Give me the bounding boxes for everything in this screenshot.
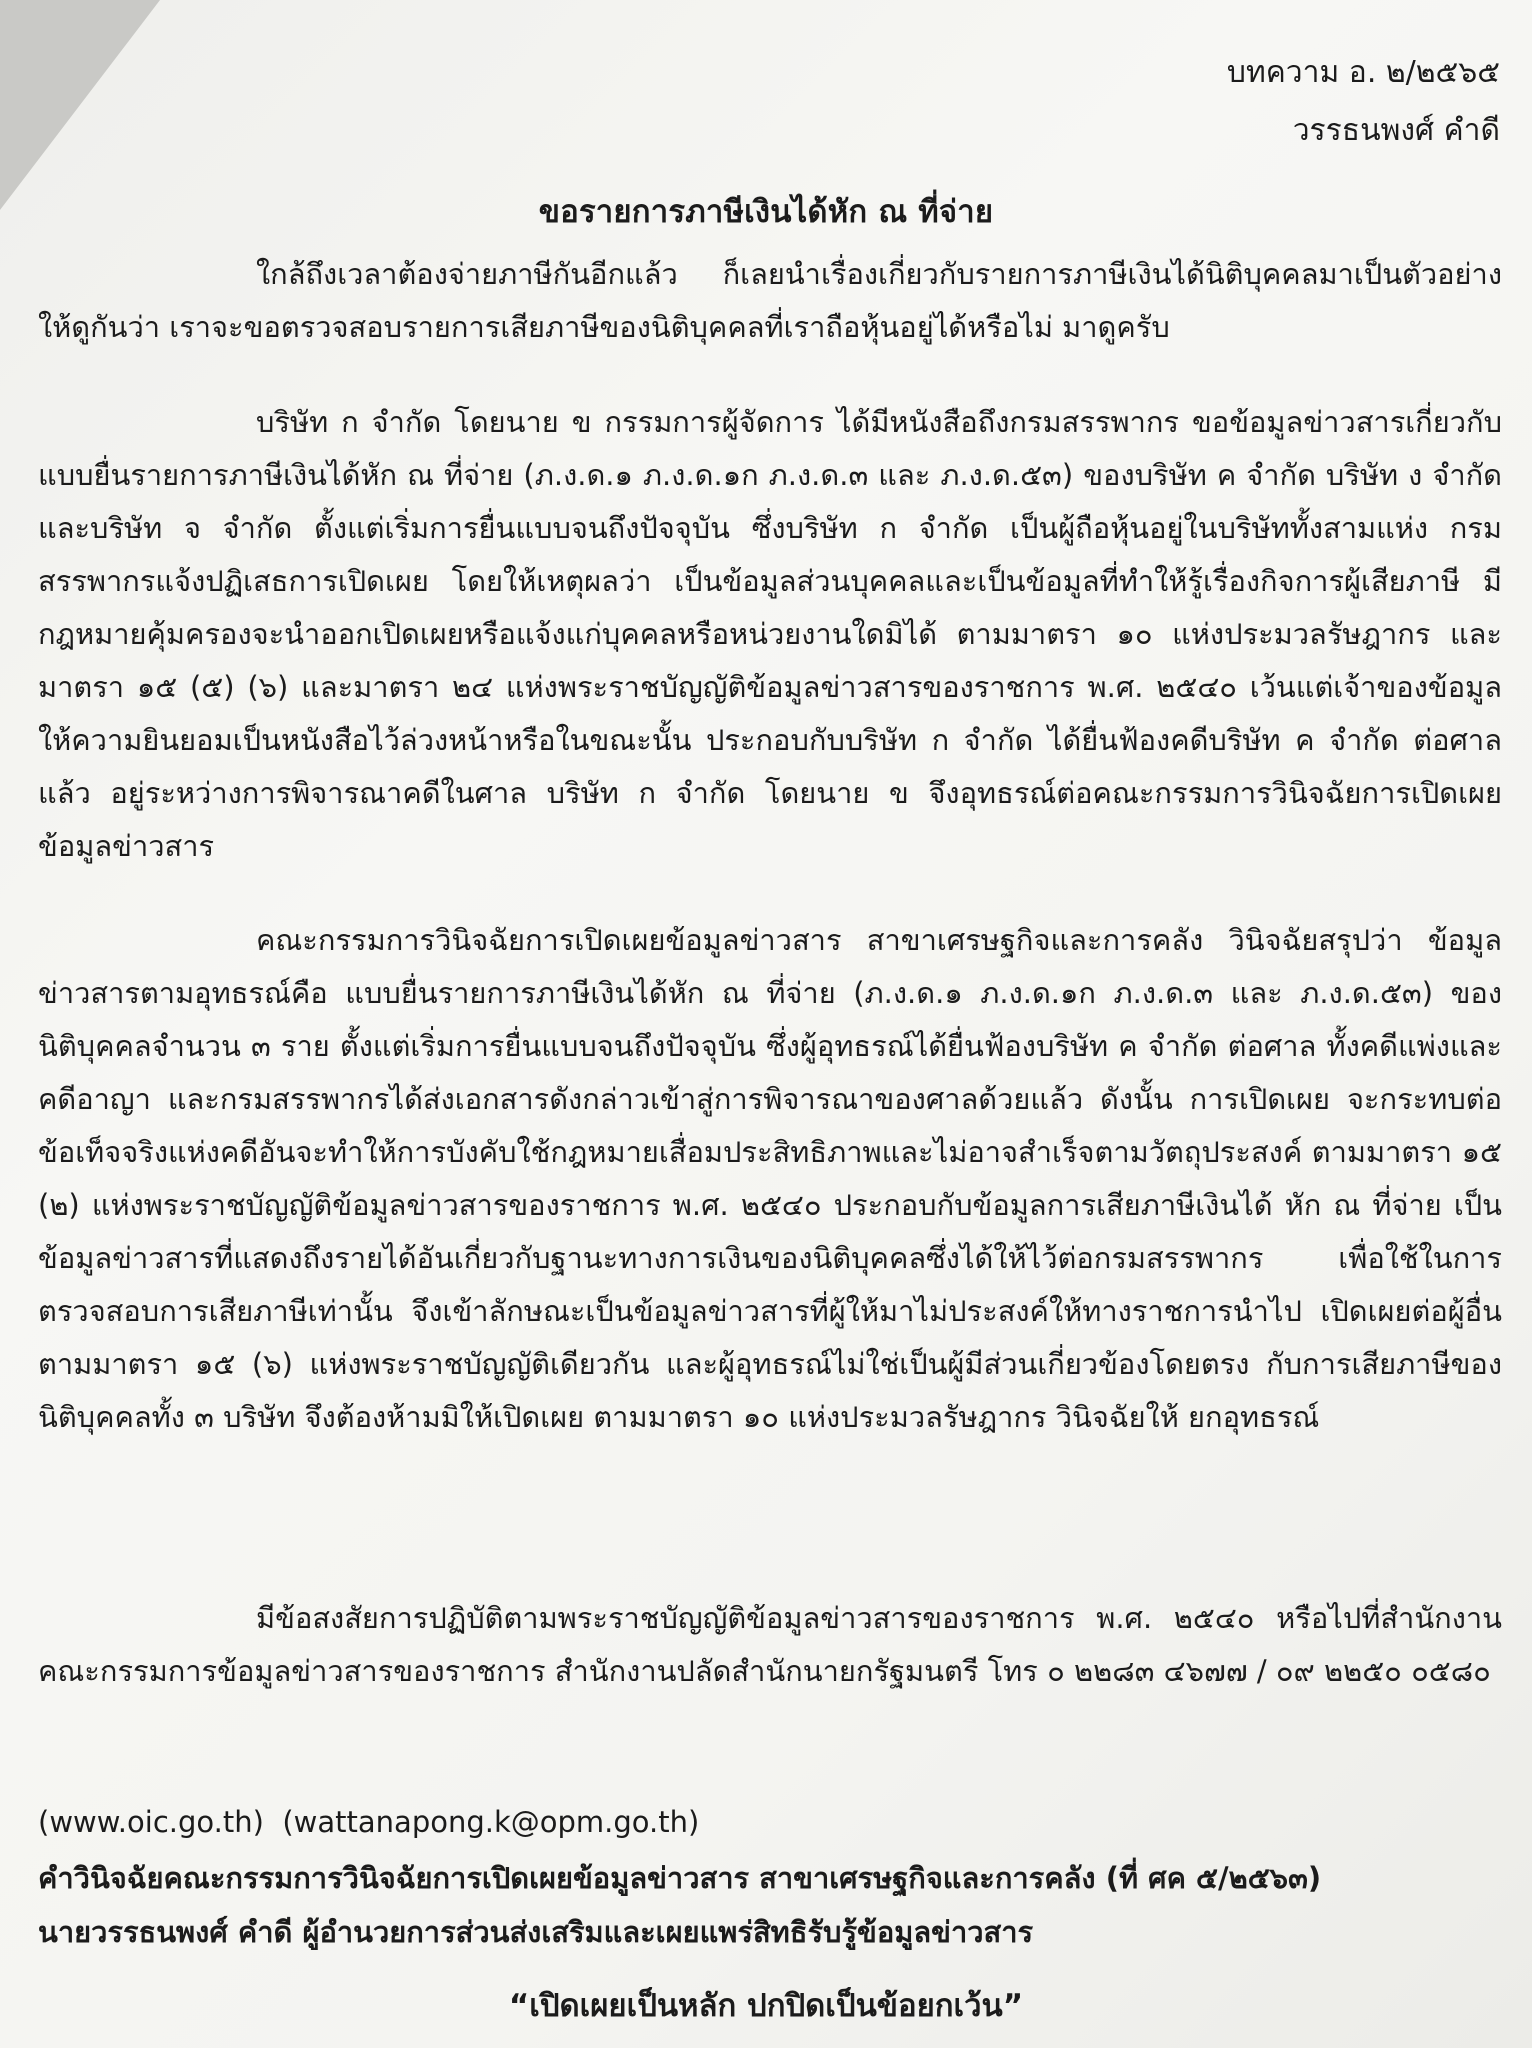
paragraph-intro bbox=[38, 248, 1502, 354]
folded-corner bbox=[0, 0, 160, 210]
paragraph-text: บริษัท ก จำกัด โดยนาย ข กรรมการผู้จัดการ ได้มีหนังสือถึงกรมสรรพากร ขอข้อมูลข่าวสารเกี่ยวกับแบบยื่นรายการภาษีเงินได้หัก ณ ที่จ่าย (ภ.ง.ด.๑ ภ.ง.ด.๑ก ภ.ง.ด.๓ และ ภ.ง.ด.๕๓) ของบริษัท ค จำกัด บริษัท ง จำกัด และบริษัท จ จำกัด ตั้งแต่เริ่มการยื่นแบบจนถึงปัจจุบัน ซึ่งบริษัท ก จำกัด เป็นผู้ถือหุ้นอยู่ในบริษัททั้งสามแห่ง กรมสรรพากรแจ้งปฏิเสธการเปิดเผย โดยให้เหตุผลว่า เป็นข้อมูลส่วนบุคคลและเป็นข้อมูลที่ทำให้รู้เรื่องกิจการผู้เสียภาษี มีกฎหมายคุ้มครองจะนำออกเปิดเผยหรือแจ้งแก่บุคคลหรือหน่วยงานใดมิได้ ตามมาตรา ๑๐ แห่งประมวลรัษฎากร และมาตรา ๑๕ (๕) (๖) และมาตรา ๒๔ แห่งพระราชบัญญัติข้อมูลข่าวสารของราชการ พ.ศ. ๒๕๔๐ เว้นแต่เจ้าของข้อมูลให้ความยินยอมเป็นหนังสือไว้ล่วงหน้าหรือในขณะนั้น ประกอบกับบริษัท ก จำกัด ได้ยื่นฟ้องคดีบริษัท ค จำกัด ต่อศาลแล้ว อยู่ระหว่างการพิจารณาคดีในศาล บริษัท ก จำกัด โดยนาย ข จึงอุทธรณ์ต่อคณะกรรมการวินิจฉัยการเปิดเผยข้อมูลข่าวสาร bbox=[38, 405, 1502, 863]
paragraph-ruling bbox=[38, 914, 1502, 1444]
paragraph-case bbox=[38, 396, 1502, 873]
article-header bbox=[1080, 44, 1500, 160]
article-author: วรรธนพงศ์ คำดี bbox=[1292, 113, 1500, 148]
paragraph-text: ใกล้ถึงเวลาต้องจ่ายภาษีกันอีกแล้ว ก็เลยนำเรื่องเกี่ยวกับรายการภาษีเงินได้นิติบุคคลมาเป็นตัวอย่าง ให้ดูกันว่า เราจะขอตรวจสอบรายการเสียภาษีของนิติบุคคลที่เราถือหุ้นอยู่ได้หรือไม่ มาดูครับ bbox=[38, 257, 1502, 344]
contact-links bbox=[38, 1796, 1502, 1848]
website-link[interactable]: (www.oic.go.th) bbox=[38, 1805, 264, 1839]
paragraph-contact bbox=[38, 1592, 1502, 1698]
document-title: ขอรายการภาษีเงินได้หัก ณ ที่จ่าย bbox=[538, 194, 994, 230]
paragraph-text: มีข้อสงสัยการปฏิบัติตามพระราชบัญญัติข้อมูลข่าวสารของราชการ พ.ศ. ๒๕๔๐ หรือไปที่สำนักงาน คณะกรรมการข้อมูลข่าวสารของราชการ สำนักงานปลัดสำนักนายกรัฐมนตรี โทร ๐ ๒๒๘๓ ๔๖๗๗ / ๐๙ ๒๒๕๐ ๐๕๘๐ bbox=[38, 1601, 1502, 1688]
motto: “เปิดเผยเป็นหลัก ปกปิดเป็นข้อยกเว้น” bbox=[508, 1988, 1024, 2024]
email-link[interactable]: (wattanapong.k@opm.go.th) bbox=[282, 1805, 700, 1839]
author-signature-line: นายวรรธนพงศ์ คำดี ผู้อำนวยการส่วนส่งเสริมและเผยแพร่สิทธิรับรู้ข้อมูลข่าวสาร bbox=[38, 1915, 1034, 1949]
article-number: บทความ อ. ๒/๒๕๖๕ bbox=[1226, 55, 1500, 90]
paragraph-text: คณะกรรมการวินิจฉัยการเปิดเผยข้อมูลข่าวสาร สาขาเศรษฐกิจและการคลัง วินิจฉัยสรุปว่า ข้อมูลข่าวสารตามอุทธรณ์คือ แบบยื่นรายการภาษีเงินได้หัก ณ ที่จ่าย (ภ.ง.ด.๑ ภ.ง.ด.๑ก ภ.ง.ด.๓ และ ภ.ง.ด.๕๓) ของนิติบุคคลจำนวน ๓ ราย ตั้งแต่เริ่มการยื่นแบบจนถึงปัจจุบัน ซึ่งผู้อุทธรณ์ได้ยื่นฟ้องบริษัท ค จำกัด ต่อศาล ทั้งคดีแพ่งและคดีอาญา และกรมสรรพากรได้ส่งเอกสารดังกล่าวเข้าสู่การพิจารณาของศาลด้วยแล้ว ดังนั้น การเปิดเผย จะกระทบต่อข้อเท็จจริงแห่งคดีอันจะทำให้การบังคับใช้กฎหมายเสื่อมประสิทธิภาพและไม่อาจสำเร็จตามวัตถุประสงค์ ตามมาตรา ๑๕ (๒) แห่งพระราชบัญญัติข้อมูลข่าวสารของราชการ พ.ศ. ๒๕๔๐ ประกอบกับข้อมูลการเสียภาษีเงินได้ หัก ณ ที่จ่าย เป็นข้อมูลข่าวสารที่แสดงถึงรายได้อันเกี่ยวกับฐานะทางการเงินของนิติบุคคลซึ่งได้ให้ไว้ต่อกรมสรรพากร เพื่อใช้ในการตรวจสอบการเสียภาษีเท่านั้น จึงเข้าลักษณะเป็นข้อมูลข่าวสารที่ผู้ให้มาไม่ประสงค์ให้ทางราชการนำไป เปิดเผยต่อผู้อื่น ตามมาตรา ๑๕ (๖) แห่งพระราชบัญญัติเดียวกัน และผู้อุทธรณ์ไม่ใช่เป็นผู้มีส่วนเกี่ยวข้องโดยตรง กับการเสียภาษีของนิติบุคคลทั้ง ๓ บริษัท จึงต้องห้ามมิให้เปิดเผย ตามมาตรา ๑๐ แห่งประมวลรัษฎากร วินิจฉัยให้ ยกอุทธรณ์ bbox=[38, 923, 1502, 1434]
ruling-reference: คำวินิจฉัยคณะกรรมการวินิจฉัยการเปิดเผยข้อมูลข่าวสาร สาขาเศรษฐกิจและการคลัง (ที่ ศค ๕/๒๕๖๓) bbox=[38, 1861, 1322, 1895]
